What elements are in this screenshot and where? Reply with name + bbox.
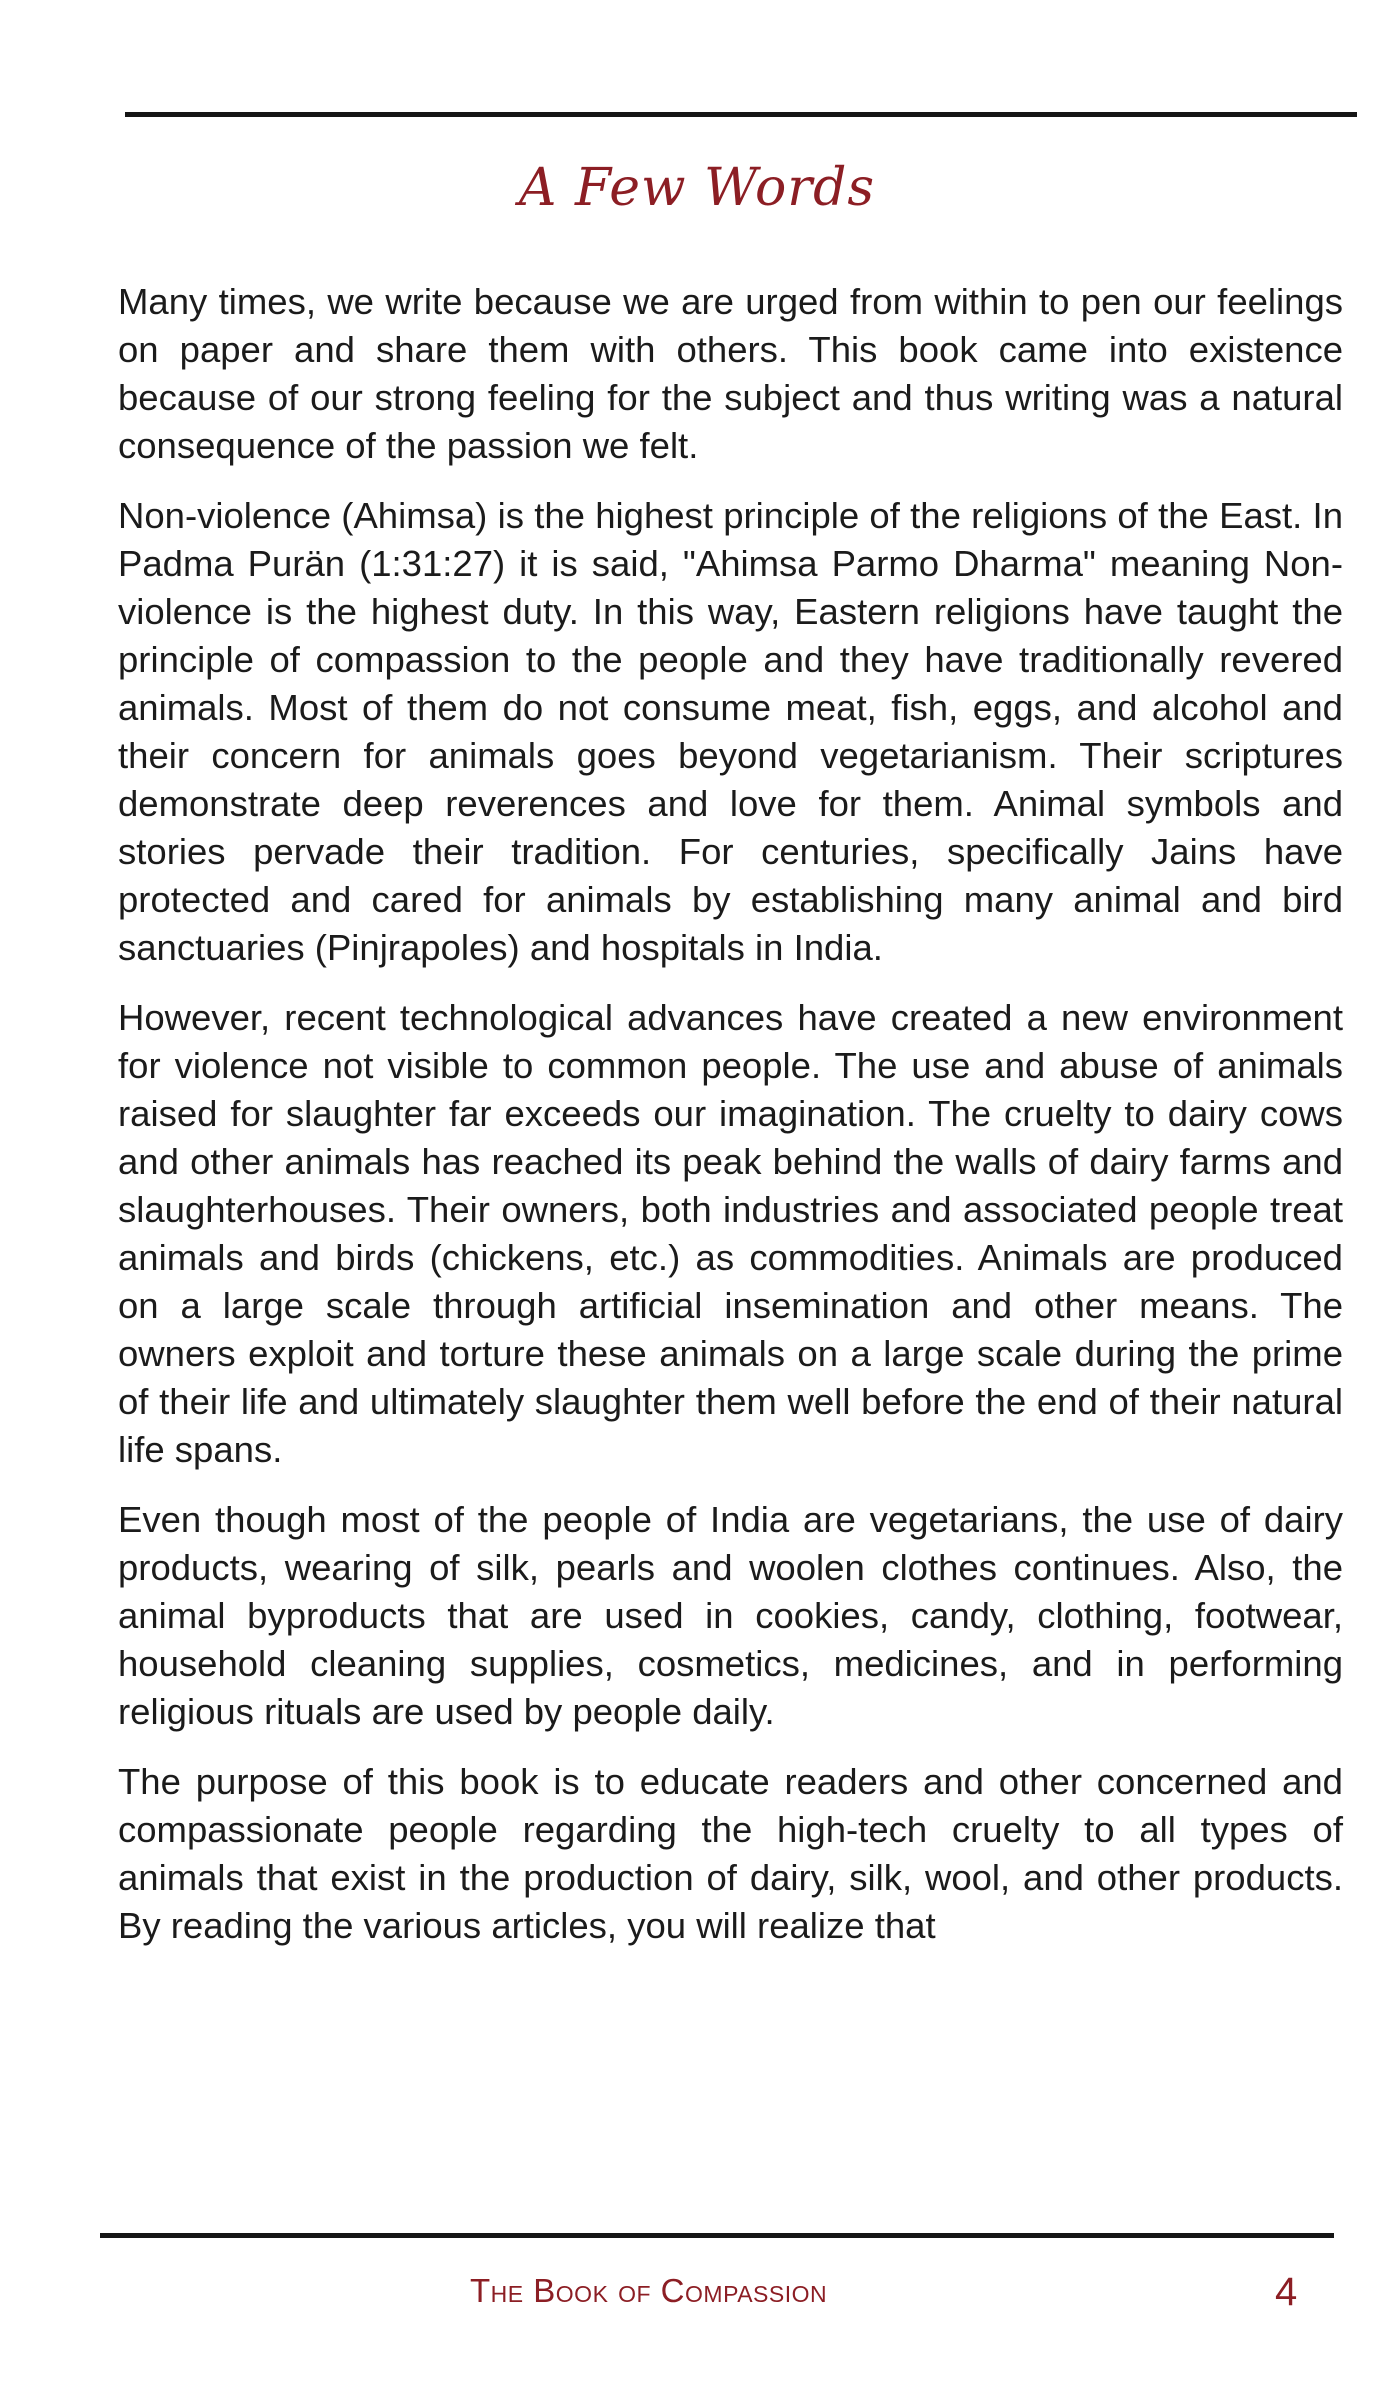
paragraph: Non-violence (Ahimsa) is the highest principle of the religions of the East. In Padma Purän (1:31:27) it is said, "Ahimsa Parmo Dharma" meaning Non-violence is the highest duty. In this way, Eastern religions have taught the principle of compassion to the people and they have traditionally revered animals. Most of them do not consume meat, fish, eggs, and alcohol and their concern for animals goes beyond vegetarianism. Their scriptures demonstrate deep reverences and love for them. Animal symbols and stories pervade their tradition. For centuries, specifically Jains have protected and cared for animals by establishing many animal and bird sanctuaries (Pinjrapoles) and hospitals in India. — [118, 495, 1343, 968]
body-text — [118, 278, 1343, 1972]
paragraph: Many times, we write because we are urged from within to pen our feelings on paper and share them with others. This book came into existence because of our strong feeling for the subject and thus writing was a natural consequence of the passion we felt. — [118, 281, 1343, 466]
paragraph: Even though most of the people of India are vegetarians, the use of dairy products, wearing of silk, pearls and woolen clothes continues. Also, the animal byproducts that are used in cookies, candy, clothing, footwear, household cleaning supplies, cosmetics, medicines, and in performing religious rituals are used by people daily. — [118, 1499, 1343, 1732]
footer-book-title: The Book of Compassion — [470, 2272, 828, 2309]
top-divider — [125, 112, 1357, 117]
page-title: A Few Words — [518, 158, 876, 218]
page-number: 4 — [1275, 2270, 1298, 2314]
bottom-divider — [100, 2233, 1334, 2238]
paragraph: The purpose of this book is to educate readers and other concerned and compassionate people regarding the high-tech cruelty to all types of animals that exist in the production of dairy, silk, wool, and other products. By reading the various articles, you will realize that — [118, 1761, 1343, 1946]
paragraph: However, recent technological advances have created a new environment for violence not visible to common people. The use and abuse of animals raised for slaughter far exceeds our imagination. The cruelty to dairy cows and other animals has reached its peak behind the walls of dairy farms and slaughterhouses. Their owners, both industries and associated people treat animals and birds (chickens, etc.) as commodities. Animals are produced on a large scale through artificial insemination and other means. The owners exploit and torture these animals on a large scale during the prime of their life and ultimately slaughter them well before the end of their natural life spans. — [118, 997, 1343, 1470]
